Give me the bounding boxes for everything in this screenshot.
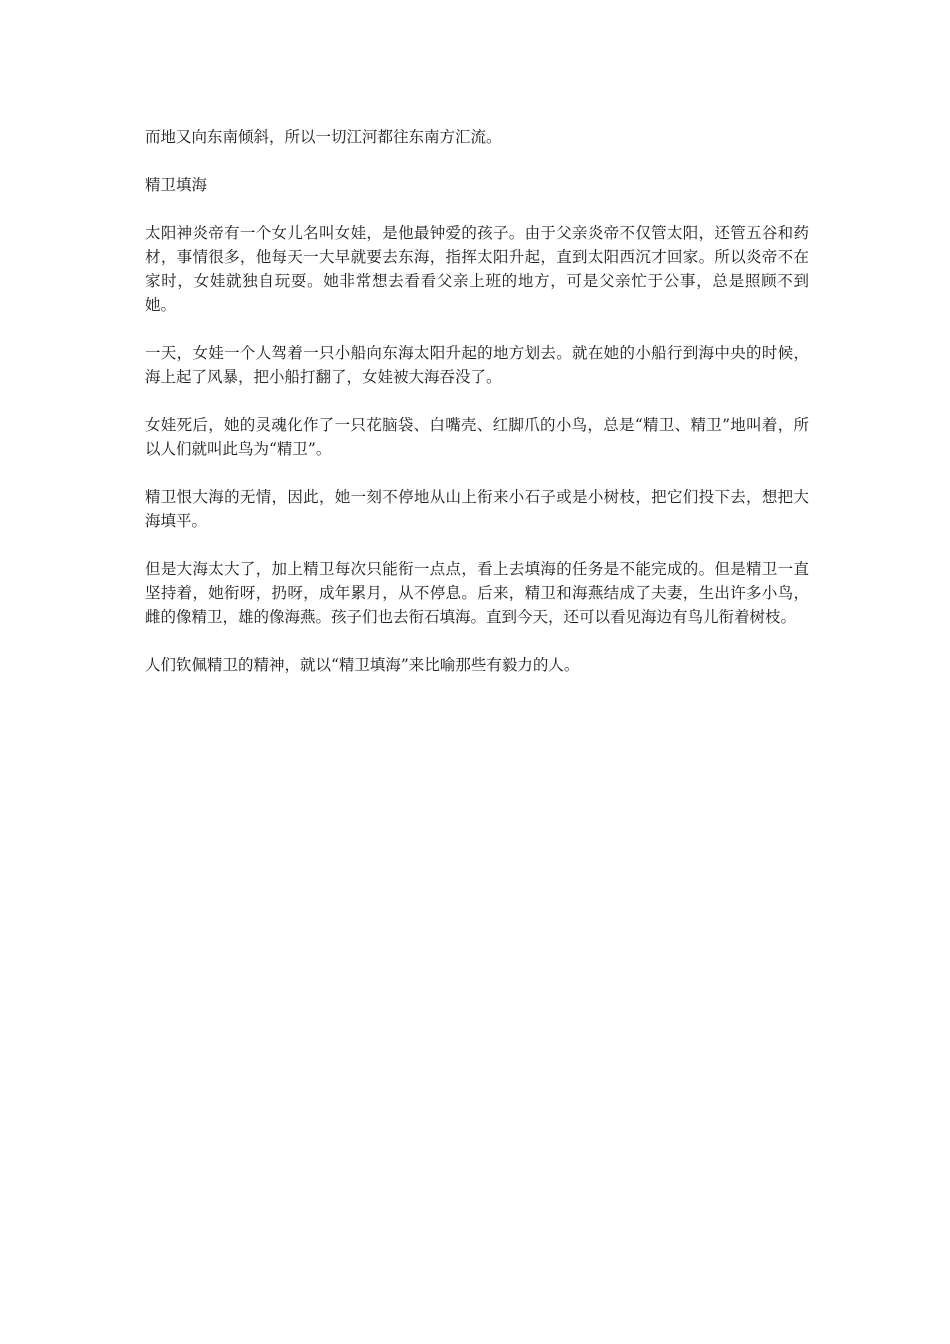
paragraph-6: 人们钦佩精卫的精神，就以“精卫填海”来比喻那些有毅力的人。 <box>145 656 580 674</box>
paragraph-2: 一天，女娃一个人驾着一只小船向东海太阳升起的地方划去。就在她的小船行到海中央的时候，海上起了风暴，把小船打翻了，女娃被大海吞没了。 <box>145 344 809 386</box>
section-title: 精卫填海 <box>145 176 208 194</box>
paragraph-5: 但是大海太大了，加上精卫每次只能衔一点点，看上去填海的任务是不能完成的。但是精卫一直坚持着，她衔呀，扔呀，成年累月，从不停息。后来，精卫和海燕结成了夫妻，生出许多小鸟，雌的像精卫，雄的像海燕。孩子们也去衔石填海。直到今天，还可以看见海边有鸟儿衔着树枝。 <box>145 560 809 626</box>
paragraph-1: 太阳神炎帝有一个女儿名叫女娃，是他最钟爱的孩子。由于父亲炎帝不仅管太阳，还管五谷和药材，事情很多，他每天一大早就要去东海，指挥太阳升起，直到太阳西沉才回家。所以炎帝不在家时，女娃就独自玩耍。她非常想去看看父亲上班的地方，可是父亲忙于公事，总是照顾不到她。 <box>145 224 809 314</box>
paragraph-3: 女娃死后，她的灵魂化作了一只花脑袋、白嘴壳、红脚爪的小鸟，总是“精卫、精卫”地叫着，所以人们就叫此鸟为“精卫”。 <box>145 416 809 458</box>
paragraph-4: 精卫恨大海的无情，因此，她一刻不停地从山上衔来小石子或是小树枝，把它们投下去，想把大海填平。 <box>145 488 809 530</box>
intro-line: 而地又向东南倾斜，所以一切江河都往东南方汇流。 <box>145 128 502 146</box>
document-page <box>145 125 809 701</box>
